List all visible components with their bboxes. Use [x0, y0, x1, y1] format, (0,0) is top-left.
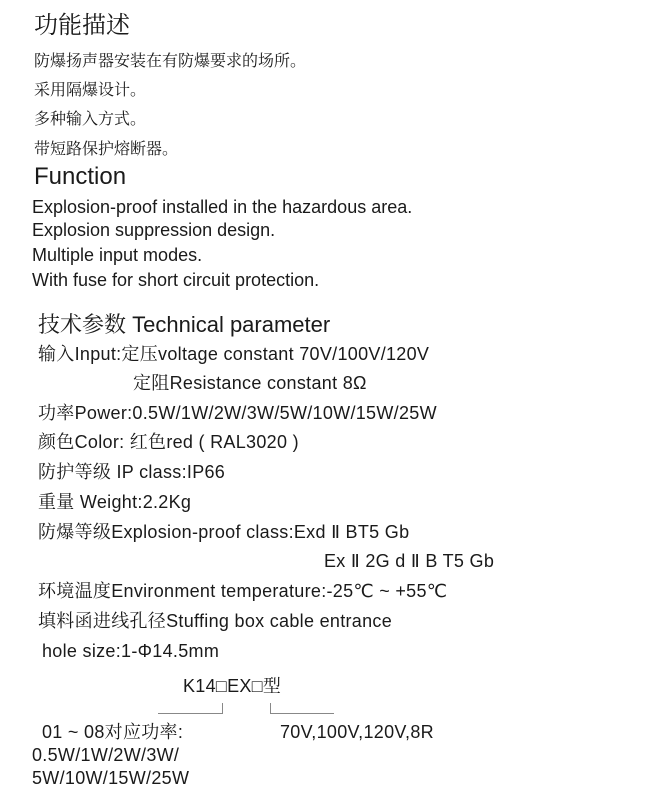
- param-input: 输入Input:定压voltage constant 70V/100V/120V: [38, 344, 430, 364]
- en-line: Multiple input modes.: [32, 245, 203, 265]
- param-hole-size: hole size:1-Φ14.5mm: [42, 641, 220, 661]
- param-input-resistance: 定阻Resistance constant 8Ω: [133, 373, 367, 393]
- model-right-label: 70V,100V,120V,8R: [280, 722, 434, 742]
- cn-line: 带短路保护熔断器。: [34, 141, 179, 158]
- tech-title: 技术参数 Technical parameter: [38, 312, 331, 337]
- bracket-right: [270, 713, 334, 714]
- model-left-line2: 0.5W/1W/2W/3W/: [32, 745, 180, 765]
- en-line: Explosion-proof installed in the hazardous area.: [32, 197, 413, 217]
- param-weight: 重量 Weight:2.2Kg: [38, 492, 192, 512]
- model-code: K14□EX□型: [183, 676, 282, 696]
- cn-section-title: 功能描述: [34, 12, 130, 39]
- cn-line: 采用隔爆设计。: [34, 82, 147, 99]
- en-line: With fuse for short circuit protection.: [32, 270, 320, 290]
- param-ip: 防护等级 IP class:IP66: [38, 462, 226, 482]
- param-ex-class-2: Ex Ⅱ 2G d Ⅱ B T5 Gb: [324, 551, 495, 571]
- model-left-line3: 5W/10W/15W/25W: [32, 768, 190, 788]
- bracket-left: [158, 713, 222, 714]
- model-left-label: 01 ~ 08对应功率:: [42, 722, 184, 742]
- param-power: 功率Power:0.5W/1W/2W/3W/5W/10W/15W/25W: [38, 403, 437, 423]
- cn-line: 防爆扬声器安装在有防爆要求的场所。: [34, 53, 307, 70]
- en-section-title: Function: [34, 163, 127, 190]
- param-color: 颜色Color: 红色red ( RAL3020 ): [38, 432, 299, 452]
- cn-line: 多种输入方式。: [34, 111, 147, 128]
- en-line: Explosion suppression design.: [32, 220, 276, 240]
- param-stuffing-box: 填料函进线孔径Stuffing box cable entrance: [38, 611, 393, 631]
- param-temperature: 环境温度Environment temperature:-25℃ ~ +55℃: [38, 581, 448, 601]
- bracket-left-tick: [222, 703, 223, 714]
- param-ex-class: 防爆等级Explosion-proof class:Exd Ⅱ BT5 Gb: [38, 522, 410, 542]
